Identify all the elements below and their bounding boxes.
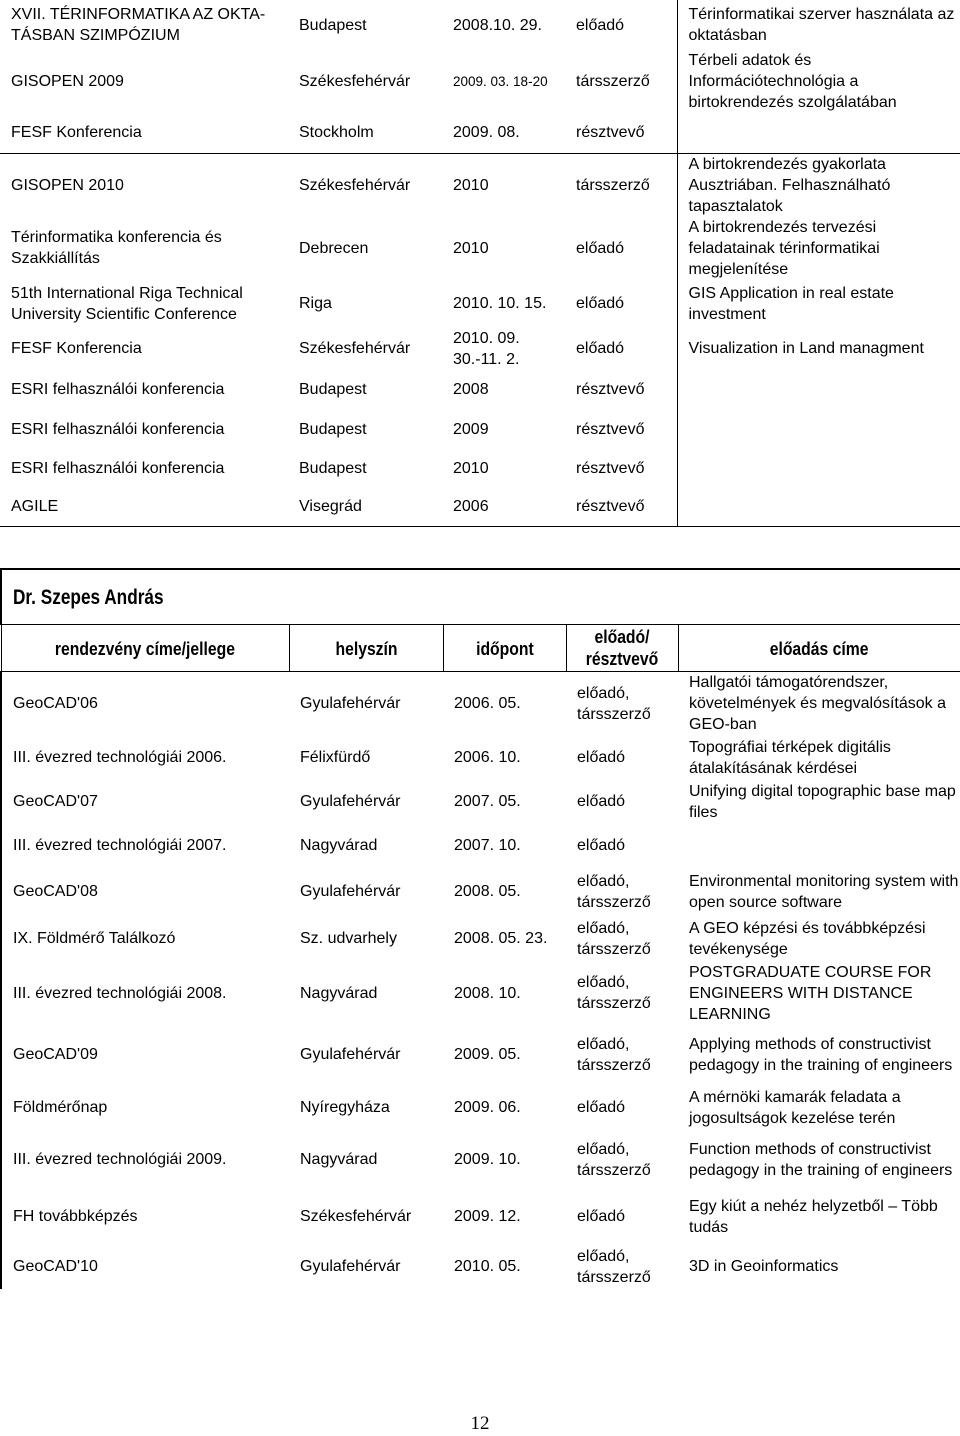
date-cell-text: 2006 bbox=[453, 498, 489, 515]
event-cell bbox=[1, 1245, 289, 1289]
event-cell bbox=[0, 370, 288, 410]
event-cell-text: GeoCAD'08 bbox=[13, 883, 98, 900]
table-row bbox=[0, 328, 960, 370]
title-cell bbox=[677, 50, 960, 113]
role-cell bbox=[565, 280, 677, 328]
date-cell bbox=[442, 217, 565, 280]
place-cell-text: Gyulafehérvár bbox=[300, 883, 401, 900]
role-cell bbox=[565, 113, 677, 153]
date-cell bbox=[442, 280, 565, 328]
event-cell bbox=[0, 410, 288, 450]
table-row bbox=[1, 1025, 960, 1085]
title-cell bbox=[678, 1131, 960, 1189]
event-cell bbox=[1, 868, 289, 916]
place-cell bbox=[288, 280, 442, 328]
role-cell-text: résztvevő bbox=[576, 381, 645, 398]
date-cell-text: 2007. 05. bbox=[454, 793, 521, 810]
date-cell bbox=[442, 488, 565, 527]
title-cell bbox=[677, 113, 960, 153]
title-cell bbox=[678, 868, 960, 916]
place-cell-text: Visegrád bbox=[299, 498, 362, 515]
date-cell bbox=[442, 450, 565, 488]
place-cell bbox=[289, 1025, 443, 1085]
role-cell bbox=[566, 868, 678, 916]
role-cell-text: társszerző bbox=[576, 73, 650, 90]
place-cell-text: Félixfürdő bbox=[300, 749, 371, 766]
event-cell-text: ESRI felhasználói konferencia bbox=[11, 421, 225, 438]
role-cell bbox=[566, 736, 678, 780]
date-cell bbox=[443, 1085, 566, 1131]
date-cell bbox=[443, 1189, 566, 1245]
date-cell-text: 2007. 10. bbox=[454, 837, 521, 854]
table-row bbox=[1, 1245, 960, 1289]
event-cell bbox=[0, 488, 288, 527]
title-cell bbox=[678, 916, 960, 962]
role-cell bbox=[565, 0, 677, 50]
role-cell-text: előadó bbox=[577, 1208, 626, 1225]
date-cell-text: 2009. 12. bbox=[454, 1208, 521, 1225]
date-cell-text: 2008 bbox=[453, 381, 489, 398]
date-cell bbox=[442, 113, 565, 153]
place-cell bbox=[289, 1245, 443, 1289]
role-cell bbox=[566, 1189, 678, 1245]
date-cell bbox=[443, 780, 566, 824]
event-cell bbox=[0, 450, 288, 488]
table-row bbox=[0, 410, 960, 450]
title-cell-text: Hallgatói támogatórendszer, követelmények és megvalósítások a GEO-ban bbox=[689, 674, 947, 734]
role-cell-text: előadó bbox=[576, 340, 625, 357]
title-cell bbox=[677, 328, 960, 370]
event-cell bbox=[0, 113, 288, 153]
date-cell-text: 2008. 05. 23. bbox=[454, 930, 548, 947]
role-cell bbox=[566, 824, 678, 868]
date-cell bbox=[443, 1131, 566, 1189]
place-cell-text: Székesfehérvár bbox=[300, 1208, 412, 1225]
table-row bbox=[1, 824, 960, 868]
event-cell bbox=[1, 916, 289, 962]
place-cell bbox=[288, 450, 442, 488]
place-cell-text: Riga bbox=[299, 295, 332, 312]
table-row bbox=[1, 672, 960, 736]
place-cell-text: Gyulafehérvár bbox=[300, 793, 401, 810]
date-cell bbox=[443, 736, 566, 780]
place-cell-text: Gyulafehérvár bbox=[300, 1046, 401, 1063]
role-cell bbox=[566, 1245, 678, 1289]
place-cell-text: Székesfehérvár bbox=[299, 176, 411, 194]
title-cell bbox=[678, 1245, 960, 1289]
role-cell bbox=[565, 217, 677, 280]
title-cell bbox=[677, 217, 960, 280]
place-cell bbox=[289, 1189, 443, 1245]
role-cell-text: előadó bbox=[577, 837, 626, 854]
event-cell bbox=[0, 0, 288, 50]
role-cell-text: előadó bbox=[576, 16, 625, 34]
table-row bbox=[0, 50, 960, 113]
conference-table-2 bbox=[0, 568, 960, 1289]
event-cell bbox=[1, 1189, 289, 1245]
place-cell-text: Budapest bbox=[299, 381, 367, 398]
title-cell-text: Egy kiút a nehéz helyzetből – Több tudás bbox=[689, 1197, 938, 1236]
role-cell-text: előadó, társszerző bbox=[577, 1035, 651, 1074]
title-cell bbox=[678, 1189, 960, 1245]
event-cell bbox=[1, 1131, 289, 1189]
event-cell bbox=[1, 962, 289, 1025]
event-cell-text: FH továbbképzés bbox=[13, 1208, 138, 1225]
event-cell-text: GISOPEN 2009 bbox=[11, 73, 124, 90]
event-cell-text: FESF Konferencia bbox=[11, 340, 142, 357]
event-cell bbox=[1, 1025, 289, 1085]
date-cell-text: 2010 bbox=[453, 460, 489, 477]
role-cell bbox=[565, 153, 677, 217]
title-cell-text: Applying methods of constructivist pedagogy in the training of engineers bbox=[689, 1035, 953, 1074]
date-cell-text: 2010 bbox=[453, 239, 489, 257]
place-cell bbox=[289, 672, 443, 736]
role-cell-text: előadó bbox=[577, 749, 626, 766]
table-row bbox=[1, 916, 960, 962]
event-cell-text: XVII. TÉRINFORMATIKA AZ OKTA-TÁSBAN SZIMPÓZIUM bbox=[11, 6, 266, 44]
role-cell-text: előadó, társszerző bbox=[577, 974, 651, 1012]
place-cell bbox=[289, 1085, 443, 1131]
place-cell-text: Budapest bbox=[299, 421, 367, 438]
event-cell bbox=[0, 280, 288, 328]
event-cell-text: ESRI felhasználói konferencia bbox=[11, 381, 225, 398]
title-cell bbox=[677, 0, 960, 50]
date-cell-text: 2008. 10. bbox=[454, 984, 521, 1002]
role-cell-text: előadó bbox=[576, 239, 625, 257]
date-cell-text: 2009. 08. bbox=[453, 124, 520, 142]
place-cell-text: Budapest bbox=[299, 16, 367, 34]
title-cell-text: Topográfiai térképek digitális átalakításának kérdései bbox=[689, 738, 891, 777]
event-cell-text: GeoCAD'07 bbox=[13, 793, 98, 810]
title-cell-text: Function methods of constructivist pedagogy in the training of engineers bbox=[689, 1140, 953, 1179]
role-cell-text: előadó, társszerző bbox=[577, 684, 651, 723]
title-cell bbox=[678, 1025, 960, 1085]
event-cell-text: III. évezred technológiái 2008. bbox=[13, 984, 227, 1002]
table-row bbox=[1, 1189, 960, 1245]
header-place: helyszín bbox=[289, 625, 443, 672]
date-cell bbox=[443, 672, 566, 736]
date-cell-text: 2009. 05. bbox=[454, 1046, 521, 1063]
place-cell bbox=[289, 824, 443, 868]
conference-table-1 bbox=[0, 0, 960, 527]
header-role: előadó/ résztvevő bbox=[566, 625, 678, 672]
date-cell-text: 2008.10. 29. bbox=[453, 16, 542, 34]
title-cell-text: Visualization in Land managment bbox=[688, 340, 924, 357]
title-cell bbox=[677, 370, 960, 410]
place-cell-text: Nagyvárad bbox=[300, 984, 378, 1002]
role-cell bbox=[566, 1085, 678, 1131]
role-cell bbox=[565, 328, 677, 370]
table-row bbox=[1, 1131, 960, 1189]
title-cell-text: Térinformatikai szerver használata az oktatásban bbox=[688, 6, 955, 44]
role-cell bbox=[566, 916, 678, 962]
title-cell-text: Térbeli adatok és Információtechnológia a birtokrendezés szolgálatában bbox=[688, 52, 897, 111]
role-cell-text: előadó, társszerző bbox=[577, 919, 651, 958]
role-cell-text: résztvevő bbox=[576, 124, 645, 142]
role-cell-text: társszerző bbox=[576, 176, 650, 194]
title-cell-text: POSTGRADUATE COURSE FOR ENGINEERS WITH DISTANCE LEARNING bbox=[689, 963, 932, 1023]
title-cell bbox=[678, 1085, 960, 1131]
place-cell bbox=[289, 868, 443, 916]
place-cell bbox=[289, 1131, 443, 1189]
date-cell bbox=[443, 824, 566, 868]
event-cell-text: GeoCAD'09 bbox=[13, 1046, 98, 1063]
role-cell bbox=[565, 488, 677, 527]
date-cell bbox=[442, 0, 565, 50]
role-cell-text: előadó, társszerző bbox=[577, 872, 651, 911]
place-cell-text: Székesfehérvár bbox=[299, 73, 411, 90]
table-row bbox=[1, 962, 960, 1025]
event-cell bbox=[1, 672, 289, 736]
role-cell-text: előadó bbox=[576, 295, 625, 312]
place-cell bbox=[289, 736, 443, 780]
event-cell bbox=[0, 153, 288, 217]
event-cell bbox=[0, 50, 288, 113]
table-row bbox=[0, 217, 960, 280]
role-cell bbox=[565, 370, 677, 410]
title-cell bbox=[677, 410, 960, 450]
title-cell bbox=[678, 672, 960, 736]
place-cell-text: Székesfehérvár bbox=[299, 340, 411, 357]
event-cell-text: GeoCAD'10 bbox=[13, 1258, 98, 1275]
event-cell-text: FESF Konferencia bbox=[11, 124, 142, 142]
place-cell bbox=[289, 780, 443, 824]
place-cell-text: Sz. udvarhely bbox=[300, 930, 397, 947]
role-cell-text: résztvevő bbox=[576, 498, 645, 515]
place-cell-text: Nagyvárad bbox=[300, 1151, 378, 1168]
date-cell-text: 2006. 10. bbox=[454, 749, 521, 766]
title-cell-text: 3D in Geoinformatics bbox=[689, 1258, 839, 1275]
event-cell bbox=[1, 736, 289, 780]
place-cell bbox=[288, 0, 442, 50]
title-cell bbox=[677, 153, 960, 217]
event-cell-text: Földmérőnap bbox=[13, 1099, 108, 1116]
title-cell bbox=[678, 780, 960, 824]
title-cell-text: A birtokrendezés tervezési feladatainak térinformatikai megjelenítése bbox=[688, 218, 880, 278]
table-header-row bbox=[1, 625, 960, 672]
role-cell-text: előadó, társszerző bbox=[577, 1140, 651, 1179]
date-cell bbox=[442, 410, 565, 450]
event-cell bbox=[0, 217, 288, 280]
title-cell bbox=[677, 450, 960, 488]
date-cell-text: 2009. 10. bbox=[454, 1151, 521, 1168]
place-cell bbox=[289, 916, 443, 962]
date-cell bbox=[442, 50, 565, 113]
date-cell bbox=[443, 1245, 566, 1289]
title-cell bbox=[677, 488, 960, 527]
table-row bbox=[0, 153, 960, 217]
person-name: Dr. Szepes András bbox=[13, 585, 164, 609]
event-cell-text: IX. Földmérő Találkozó bbox=[13, 930, 176, 947]
table-row bbox=[1, 868, 960, 916]
date-cell-text: 2010 bbox=[453, 176, 489, 194]
place-cell-text: Gyulafehérvár bbox=[300, 695, 401, 713]
role-cell bbox=[566, 672, 678, 736]
person-name-row bbox=[1, 569, 960, 625]
place-cell bbox=[288, 50, 442, 113]
title-cell-text: Unifying digital topographic base map files bbox=[689, 782, 956, 821]
table-row bbox=[1, 780, 960, 824]
date-cell-text: 2010. 05. bbox=[454, 1258, 521, 1275]
date-cell-text: 2010. 10. 15. bbox=[453, 295, 547, 312]
event-cell-text: III. évezred technológiái 2006. bbox=[13, 749, 227, 766]
event-cell-text: III. évezred technológiái 2009. bbox=[13, 1151, 227, 1168]
place-cell bbox=[288, 370, 442, 410]
place-cell bbox=[289, 962, 443, 1025]
table-row bbox=[1, 736, 960, 780]
title-cell-text: A GEO képzési és továbbképzési tevékenysége bbox=[689, 919, 926, 958]
title-cell-text: A mérnöki kamarák feladata a jogosultságok kezelése terén bbox=[689, 1088, 901, 1127]
title-cell bbox=[677, 280, 960, 328]
event-cell bbox=[1, 1085, 289, 1131]
event-cell-text: GISOPEN 2010 bbox=[11, 176, 124, 194]
role-cell-text: előadó, társszerző bbox=[577, 1247, 651, 1286]
event-cell bbox=[0, 328, 288, 370]
role-cell-text: résztvevő bbox=[576, 421, 645, 438]
event-cell-text: AGILE bbox=[11, 498, 59, 515]
place-cell bbox=[288, 488, 442, 527]
date-cell bbox=[442, 370, 565, 410]
date-cell-text: 2010. 09. 30.-11. 2. bbox=[453, 329, 520, 368]
date-cell-text: 2006. 05. bbox=[454, 695, 521, 713]
date-cell-text: 2008. 05. bbox=[454, 883, 521, 900]
header-title: előadás címe bbox=[678, 625, 960, 672]
date-cell-text: 2009 bbox=[453, 421, 489, 438]
title-cell-text: A birtokrendezés gyakorlata Ausztriában. Felhasználható tapasztalatok bbox=[688, 155, 891, 215]
date-cell bbox=[442, 328, 565, 370]
place-cell bbox=[288, 217, 442, 280]
event-cell-text: 51th International Riga Technical University Scientific Conference bbox=[11, 284, 243, 323]
date-cell-text: 2009. 06. bbox=[454, 1099, 521, 1116]
event-cell-text: Térinformatika konferencia és Szakkiállítás bbox=[11, 229, 222, 267]
table-row bbox=[0, 113, 960, 153]
page-number: 12 bbox=[470, 1413, 490, 1434]
table-row bbox=[0, 450, 960, 488]
place-cell bbox=[288, 153, 442, 217]
place-cell-text: Budapest bbox=[299, 460, 367, 477]
role-cell bbox=[566, 1131, 678, 1189]
event-cell bbox=[1, 780, 289, 824]
table-row bbox=[0, 0, 960, 50]
title-cell-text: Environmental monitoring system with open source software bbox=[689, 872, 959, 911]
role-cell-text: előadó bbox=[577, 1099, 626, 1116]
date-cell bbox=[443, 962, 566, 1025]
role-cell bbox=[565, 450, 677, 488]
date-cell bbox=[442, 153, 565, 217]
title-cell bbox=[678, 736, 960, 780]
event-cell bbox=[1, 824, 289, 868]
title-cell bbox=[678, 824, 960, 868]
table-row bbox=[0, 280, 960, 328]
role-cell bbox=[565, 410, 677, 450]
date-cell bbox=[443, 1025, 566, 1085]
place-cell-text: Stockholm bbox=[299, 124, 374, 142]
role-cell bbox=[566, 1025, 678, 1085]
place-cell bbox=[288, 410, 442, 450]
place-cell-text: Debrecen bbox=[299, 239, 369, 257]
place-cell bbox=[288, 328, 442, 370]
table-row bbox=[1, 1085, 960, 1131]
place-cell-text: Nyíregyháza bbox=[300, 1099, 390, 1116]
table-row bbox=[0, 370, 960, 410]
role-cell bbox=[566, 780, 678, 824]
role-cell bbox=[566, 962, 678, 1025]
event-cell-text: ESRI felhasználói konferencia bbox=[11, 460, 225, 477]
header-event: rendezvény címe/jellege bbox=[1, 625, 289, 672]
table-row bbox=[0, 488, 960, 527]
title-cell-text: GIS Application in real estate investment bbox=[688, 284, 894, 323]
role-cell-text: résztvevő bbox=[576, 460, 645, 477]
header-date: időpont bbox=[443, 625, 566, 672]
date-cell bbox=[443, 868, 566, 916]
date-cell-text: 2009. 03. 18-20 bbox=[453, 74, 548, 89]
event-cell-text: GeoCAD'06 bbox=[13, 695, 98, 713]
place-cell bbox=[288, 113, 442, 153]
role-cell-text: előadó bbox=[577, 793, 626, 810]
place-cell-text: Nagyvárad bbox=[300, 837, 378, 854]
date-cell bbox=[443, 916, 566, 962]
title-cell bbox=[678, 962, 960, 1025]
role-cell bbox=[565, 50, 677, 113]
place-cell-text: Gyulafehérvár bbox=[300, 1258, 401, 1275]
event-cell-text: III. évezred technológiái 2007. bbox=[13, 837, 227, 854]
